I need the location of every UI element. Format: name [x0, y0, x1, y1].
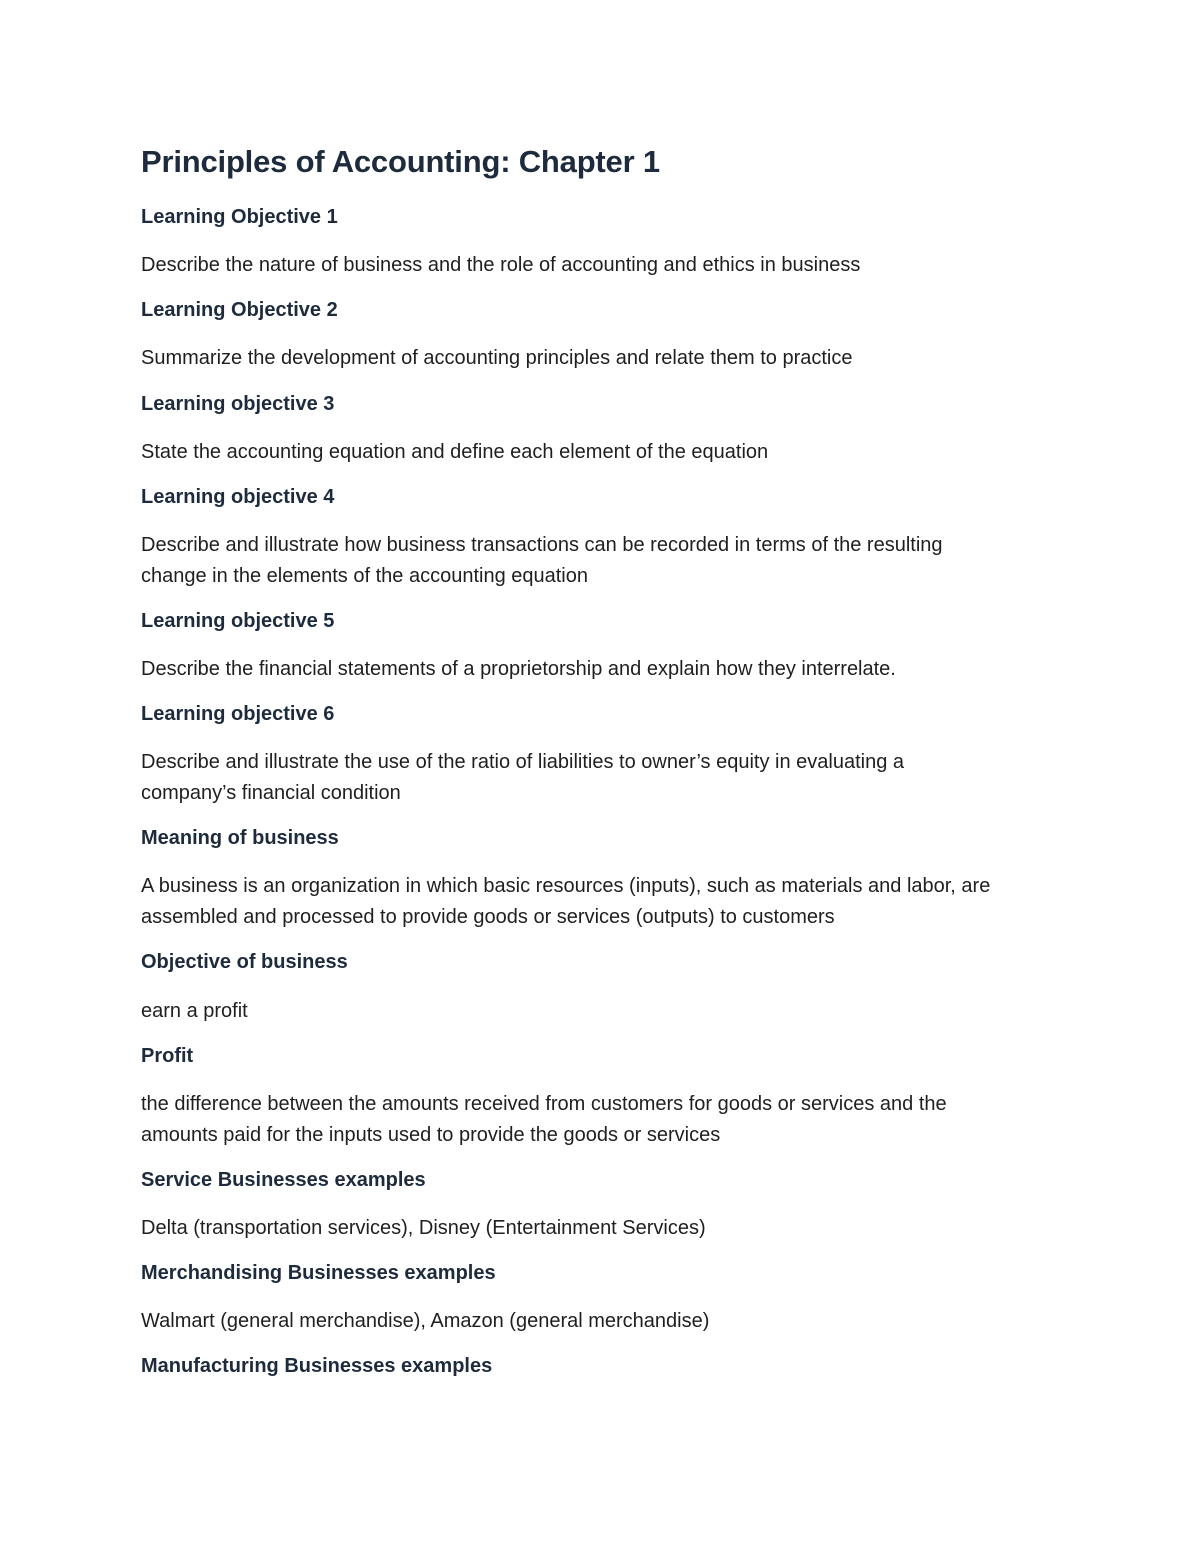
- text-line: the difference between the amounts received from customers for goods or services and the: [141, 1093, 947, 1115]
- section-heading-service-businesses: Service Businesses examples: [141, 1169, 426, 1191]
- section-heading-learning-objective-5: Learning objective 5: [141, 610, 335, 632]
- text-line: earn a profit: [141, 1000, 248, 1022]
- text-line: State the accounting equation and define each element of the equation: [141, 441, 769, 463]
- section-heading-learning-objective-4: Learning objective 4: [141, 486, 335, 508]
- section-heading-learning-objective-1: Learning Objective 1: [141, 206, 338, 228]
- text-line: Describe the nature of business and the role of accounting and ethics in business: [141, 254, 861, 276]
- section-heading-learning-objective-3: Learning objective 3: [141, 393, 335, 415]
- section-text-meaning-of-business: [141, 871, 1051, 933]
- section-text-service-businesses: [141, 1213, 1051, 1244]
- text-line: A business is an organization in which basic resources (inputs), such as materials and labor, are: [141, 875, 991, 897]
- section-text-learning-objective-5: [141, 654, 1051, 685]
- text-line: Walmart (general merchandise), Amazon (general merchandise): [141, 1310, 710, 1332]
- section-text-learning-objective-3: [141, 437, 1051, 468]
- text-line: Delta (transportation services), Disney (Entertainment Services): [141, 1217, 706, 1239]
- section-text-learning-objective-1: [141, 250, 1051, 281]
- section-heading-merchandising-businesses: Merchandising Businesses examples: [141, 1262, 496, 1284]
- section-heading-profit: Profit: [141, 1045, 194, 1067]
- section-heading-learning-objective-6: Learning objective 6: [141, 703, 335, 725]
- text-line: Describe and illustrate how business transactions can be recorded in terms of the resulting: [141, 534, 943, 556]
- text-line: Describe the financial statements of a proprietorship and explain how they interrelate.: [141, 658, 896, 680]
- section-text-learning-objective-6: [141, 747, 1051, 809]
- section-heading-manufacturing-businesses: Manufacturing Businesses examples: [141, 1355, 493, 1377]
- section-heading-meaning-of-business: Meaning of business: [141, 827, 339, 849]
- text-line: Describe and illustrate the use of the ratio of liabilities to owner’s equity in evaluating a: [141, 751, 905, 773]
- section-text-merchandising-businesses: [141, 1306, 1051, 1337]
- text-line: change in the elements of the accounting equation: [141, 565, 588, 587]
- section-text-learning-objective-2: [141, 343, 1051, 374]
- text-line: assembled and processed to provide goods or services (outputs) to customers: [141, 906, 835, 928]
- section-heading-learning-objective-2: Learning Objective 2: [141, 299, 338, 321]
- section-text-profit: [141, 1089, 1051, 1151]
- section-heading-objective-of-business: Objective of business: [141, 951, 348, 973]
- section-text-learning-objective-4: [141, 530, 1051, 592]
- text-line: Summarize the development of accounting principles and relate them to practice: [141, 347, 853, 369]
- text-line: company’s financial condition: [141, 782, 401, 804]
- page-title: Principles of Accounting: Chapter 1: [141, 144, 660, 179]
- section-text-objective-of-business: [141, 996, 1051, 1027]
- text-line: amounts paid for the inputs used to provide the goods or services: [141, 1124, 721, 1146]
